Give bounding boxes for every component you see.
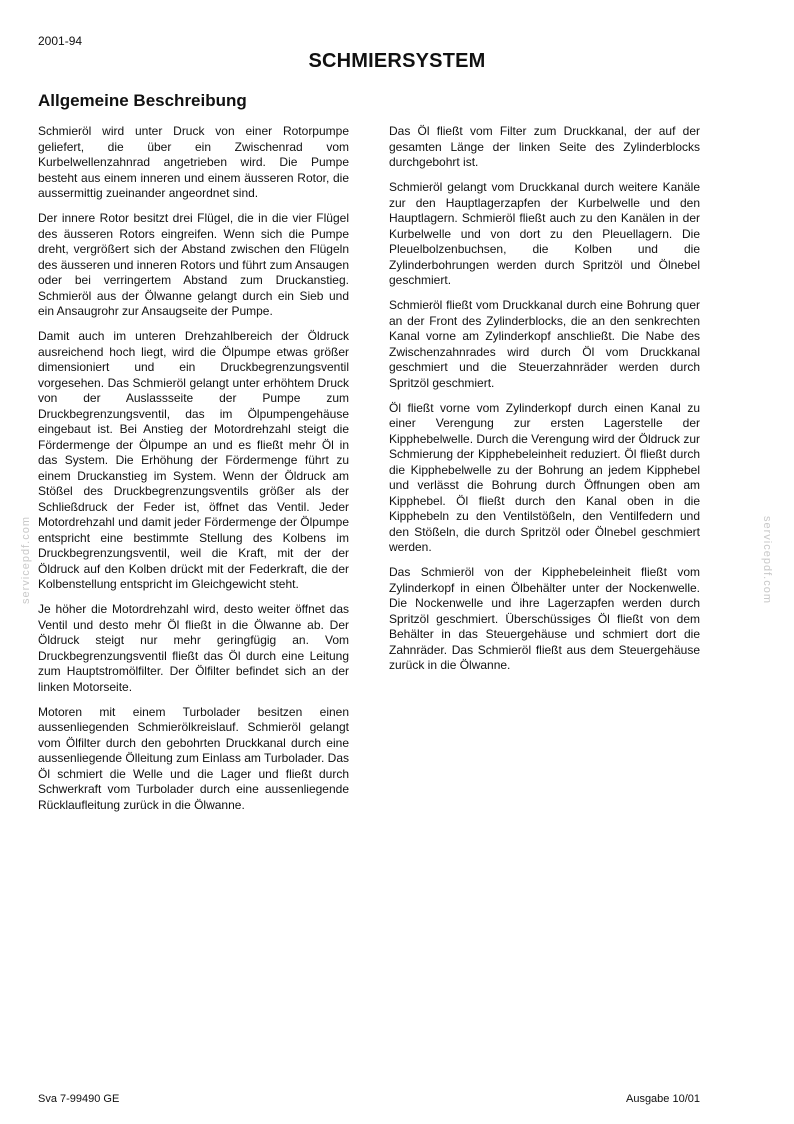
right-text-column <box>389 124 700 683</box>
watermark-right: servicepdf.com <box>761 516 773 604</box>
footer-doc-number: Sva 7-99490 GE <box>38 1093 120 1105</box>
paragraph: Schmieröl fließt vom Druckkanal durch eine Bohrung quer an der Front des Zylinderblocks, die an den senkrechten Kanal vorne am Zylinderkopf anschließt. Die Nabe des Zwischenzahnrades wird durch Öl vom Druckkanal geschmiert und die Steuerzahnräder werden durch Spritzöl geschmiert. <box>389 298 700 390</box>
paragraph: Schmieröl wird unter Druck von einer Rotorpumpe geliefert, die über ein Zwischenrad vom Kurbelwellenzahnrad angetrieben wird. Die Pumpe besteht aus einem inneren und einem äusseren Rotor, die aussermittig zueinander angeordnet sind. <box>38 124 349 200</box>
section-heading: Allgemeine Beschreibung <box>38 91 247 110</box>
footer-edition: Ausgabe 10/01 <box>625 1093 700 1105</box>
paragraph: Schmieröl gelangt vom Druckkanal durch weitere Kanäle zur den Hauptlagerzapfen der Kurbelwelle und den Hauptlagern. Schmieröl fließt auch zu den Kanälen in der Kurbelwelle und von dort zu den Pleuellagern. Die Pleuelbolzenbuchsen, die Kolben und die Zylinderbohrungen werden durch Spritzöl und Ölnebel geschmiert. <box>389 180 700 287</box>
paragraph: Öl fließt vorne vom Zylinderkopf durch einen Kanal zu einer Verengung zur ersten Lagerstelle der Kipphebelwelle. Durch die Verengung wird der Öldruck zur Schmierung der Kipphebeleinheit reduziert. Öl fließt durch die Kipphebelwelle zu der Bohrung an jedem Kipphebel und verlässt die Bohrung durch Öffnungen oben am Kipphebel. Öl fließt durch den Kanal oben in die Kipphebeln zu den Ventilstößeln, den Ventilfedern und den Stößeln, die durch Spritzöl oder Ölnebel geschmiert werden. <box>389 400 700 554</box>
paragraph: Damit auch im unteren Drehzahlbereich der Öldruck ausreichend hoch liegt, wird die Ölpumpe etwas größer dimensioniert und ein Druckbegrenzungsventil vorgesehen. Das Schmieröl gelangt unter erhöhtem Druck von der Auslassseite der Pumpe zum Druckbegrenzungsventil, das im Ölpumpengehäuse eingebaut ist. Bei Anstieg der Motordrehzahl steigt die Fördermenge der Ölpumpe an und es fließt mehr Öl in das System. Die Erhöhung der Fördermenge führt zu einem Druckanstieg im System. Wenn der Öldruck am Stößel des Druckbegrenzungsventils größer als der Schließdruck der Feder ist, öffnet das Ventil. Jeder Motordrehzahl und damit jeder Fördermenge der Ölpumpe entspricht eine bestimmte Stellung des Kolbens im Druckbegrenzungsventil, weil die Kraft, mit der der Öldruck auf den Kolben drückt mit der Federkraft, die der Kolbenstellung entspricht im Gleichgewicht steht. <box>38 329 349 591</box>
page-title: SCHMIERSYSTEM <box>308 50 486 72</box>
paragraph: Das Schmieröl von der Kipphebeleinheit fließt vom Zylinderkopf in einen Ölbehälter unter der Nockenwelle. Die Nockenwelle und ihre Lagerzapfen werden durch Spritzöl geschmiert. Überschüssiges Öl fließt von dem Behälter in das Steuergehäuse und schmiert dort die Zahnräder. Das Schmieröl fließt aus dem Steuergehäuse zurück in die Ölwanne. <box>389 565 700 672</box>
watermark-left: servicepdf.com <box>20 516 32 604</box>
paragraph: Das Öl fließt vom Filter zum Druckkanal, der auf der gesamten Länge der linken Seite des Zylinderblocks durchgebohrt ist. <box>389 124 700 169</box>
page-code: 2001-94 <box>38 34 83 48</box>
paragraph: Motoren mit einem Turbolader besitzen einen aussenliegenden Schmierölkreislauf. Schmieröl gelangt vom Ölfilter durch den gebohrten Druckkanal durch eine aussenliegende Ölleitung zum Einlass am Turbolader. Das Öl schmiert die Welle und die Lager und fließt durch Schwerkraft vom Turbolader durch eine aussenliegende Rücklaufleitung zurück in die Ölwanne. <box>38 704 349 812</box>
paragraph: Je höher die Motordrehzahl wird, desto weiter öffnet das Ventil und desto mehr Öl fließt in die Ölwanne ab. Der Öldruck steigt nur mehr geringfügig an. Vom Druckbegrenzungsventil fließt das Öl durch eine Leitung zum Hauptstromölfilter. Der Ölfilter befindet sich an der linken Motorseite. <box>38 602 349 694</box>
left-text-column <box>38 124 349 823</box>
paragraph: Der innere Rotor besitzt drei Flügel, die in die vier Flügel des äusseren Rotors eingreifen. Wenn sich die Pumpe dreht, vergrößert sich der Abstand zwischen den Flügeln des äusseren und inneren Rotors und führt zum Ansaugen oder bei verringertem Abstand zum Druckanstieg. Schmieröl aus der Ölwanne gelangt durch ein Sieb und ein Ansaugrohr zur Ansaugseite der Pumpe. <box>38 211 349 318</box>
